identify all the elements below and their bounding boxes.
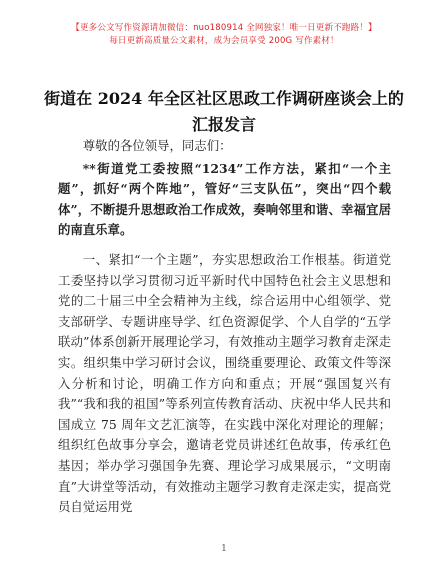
document-title: 街道在 2024 年全区社区思政工作调研座谈会上的汇报发言: [44, 89, 404, 134]
greeting: 尊敬的各位领导，同志们：: [82, 138, 232, 153]
promo-header: [0, 22, 448, 48]
document-body: [58, 136, 391, 518]
section-1-paragraph: 一、紧扣“一个主题”，夯实思想政治工作根基。街道党工委坚持以学习贯彻习近平新时代中国特色社会主义思想和党的二十届三中全会精神为主线，综合运用中心组领学、党支部研学、专题讲座导学、红色资源促学、个人自学的“五学联动”体系创新开展理论学习，有效推动主题学习教育走深走实。组织集中学习研讨会议，围绕重要理论、政策文件等深入分析和讨论，明确工作方向和重点；开展“强国复兴有我”“我和我的祖国”等系列宣传教育活动、庆祝中华人民共和国成立 75 周年文艺汇演等，在实践中深化对理论的理解；组织红色故事分享会，邀请老党员讲述红色故事，传承红色基因；举办学习强国争先赛、理论学习成果展示，“文明南直”大讲堂等活动，有效推动主题学习教育走深走实，提高党员自觉运用党: [58, 251, 391, 515]
promo-line-1: 【更多公文写作资源请加微信：nuo180914 全网独家！唯一日更新不跑路！】: [71, 23, 377, 33]
intro-text: **街道党工委按照“1234”工作方法，紧扣“一个主题”，抓好“两个阵地”，管好“三支队伍”，突出“四个载体”，不断提升思想政治工作成效，奏响邻里和谐、幸福宜居的南直乐章。: [58, 160, 391, 238]
promo-line-2: 每日更新高质量公文素材，成为会员享受 200G 写作素材！: [109, 36, 339, 46]
intro-paragraph: [58, 159, 391, 241]
page-number: 1: [221, 544, 227, 554]
